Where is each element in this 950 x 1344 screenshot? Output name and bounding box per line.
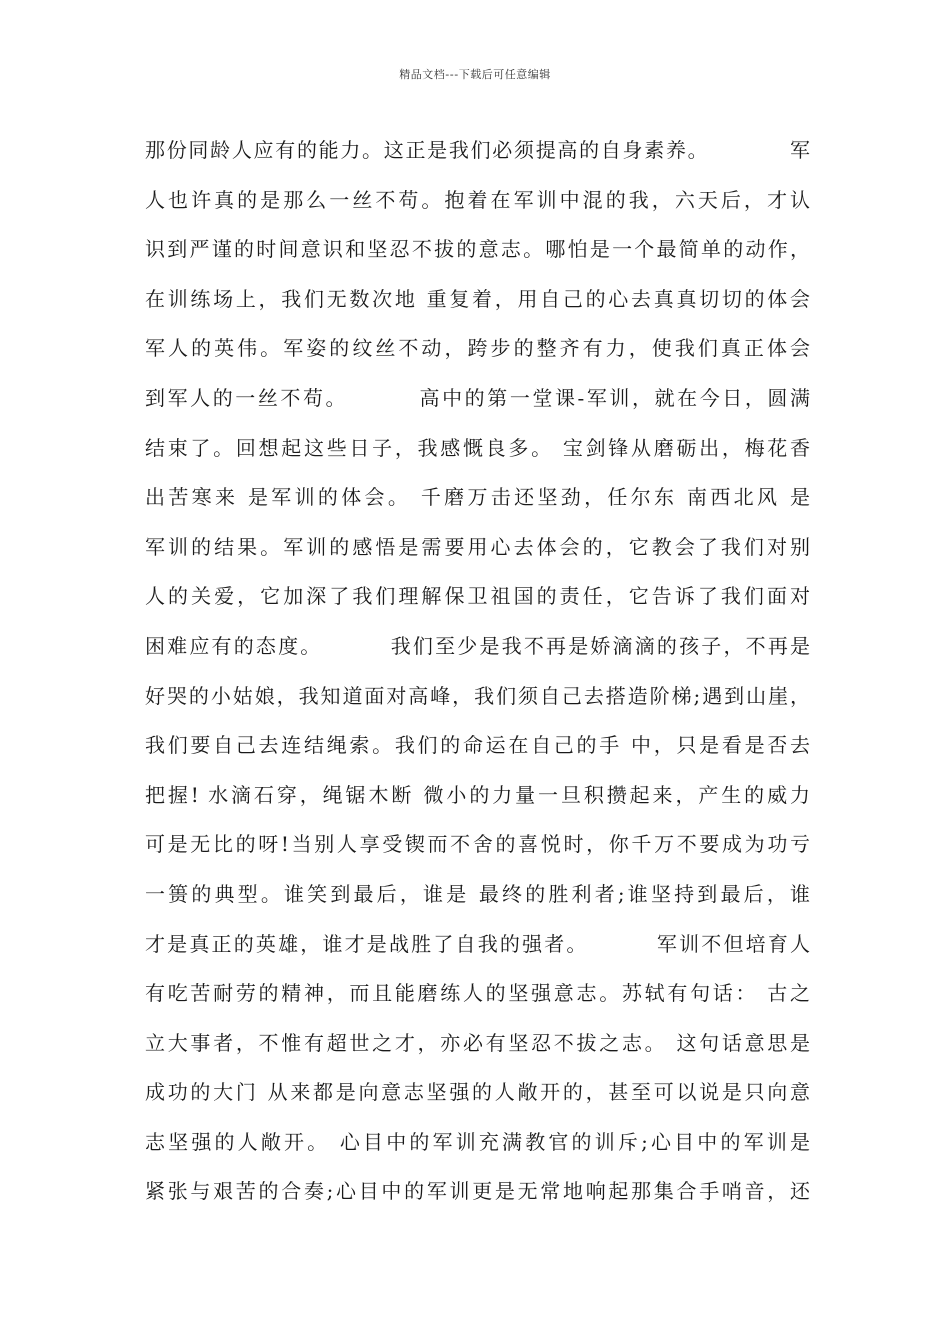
text-line: 才是真正的英雄，谁才是战胜了自我的强者。 军训不但培育人 (145, 931, 810, 956)
text-line: 好哭的小姑娘，我知道面对高峰，我们须自己去搭造阶梯;遇到山崖， (145, 683, 810, 708)
text-line: 到军人的一丝不苟。 高中的第一堂课-军训，就在今日，圆满 (145, 385, 810, 410)
text-line: 识到严谨的时间意识和坚忍不拔的意志。哪怕是一个最简单的动作， (145, 237, 810, 262)
text-line: 有吃苦耐劳的精神，而且能磨练人的坚强意志。苏轼有句话： 古之 (145, 981, 810, 1006)
text-line: 军训的结果。军训的感悟是需要用心去体会的，它教会了我们对别 (145, 534, 810, 559)
text-line: 成功的大门 从来都是向意志坚强的人敞开的，甚至可以说是只向意 (145, 1080, 810, 1105)
text-line: 军人的英伟。军姿的纹丝不动，跨步的整齐有力，使我们真正体会 (145, 336, 810, 361)
page-header: 精品文档---下载后可任意编辑 (399, 68, 551, 81)
text-line: 我们要自己去连结绳索。我们的命运在自己的手 中，只是看是否去 (145, 733, 810, 758)
text-line: 紧张与艰苦的合奏;心目中的军训更是无常地响起那集合手哨音，还 (145, 1179, 810, 1204)
text-line: 可是无比的呀!当别人享受锲而不舍的喜悦时，你千万不要成为功亏 (145, 832, 810, 857)
text-line: 困难应有的态度。 我们至少是我不再是娇滴滴的孩子，不再是 (145, 633, 810, 658)
document-body (145, 132, 810, 1223)
text-line: 一篑的典型。谁笑到最后，谁是 最终的胜利者;谁坚持到最后，谁 (145, 881, 810, 906)
text-line: 立大事者，不惟有超世之才，亦必有坚忍不拔之志。 这句话意思是 (145, 1030, 810, 1055)
text-line: 结束了。回想起这些日子，我感慨良多。 宝剑锋从磨砺出，梅花香 (145, 435, 810, 460)
text-line: 在训练场上，我们无数次地 重复着，用自己的心去真真切切的体会 (145, 286, 810, 311)
text-line: 出苦寒来 是军训的体会。 千磨万击还坚劲，任尔东 南西北风 是 (145, 485, 810, 510)
text-line: 志坚强的人敞开。 心目中的军训充满教官的训斥;心目中的军训是 (145, 1129, 810, 1154)
text-line: 那份同龄人应有的能力。这正是我们必须提高的自身素养。 军 (145, 138, 810, 162)
text-line: 人的关爱，它加深了我们理解保卫祖国的责任，它告诉了我们面对 (145, 584, 810, 609)
text-line: 把握! 水滴石穿，绳锯木断 微小的力量一旦积攒起来，产生的威力 (145, 782, 810, 807)
text-line: 人也许真的是那么一丝不苟。抱着在军训中混的我，六天后，才认 (145, 187, 810, 212)
